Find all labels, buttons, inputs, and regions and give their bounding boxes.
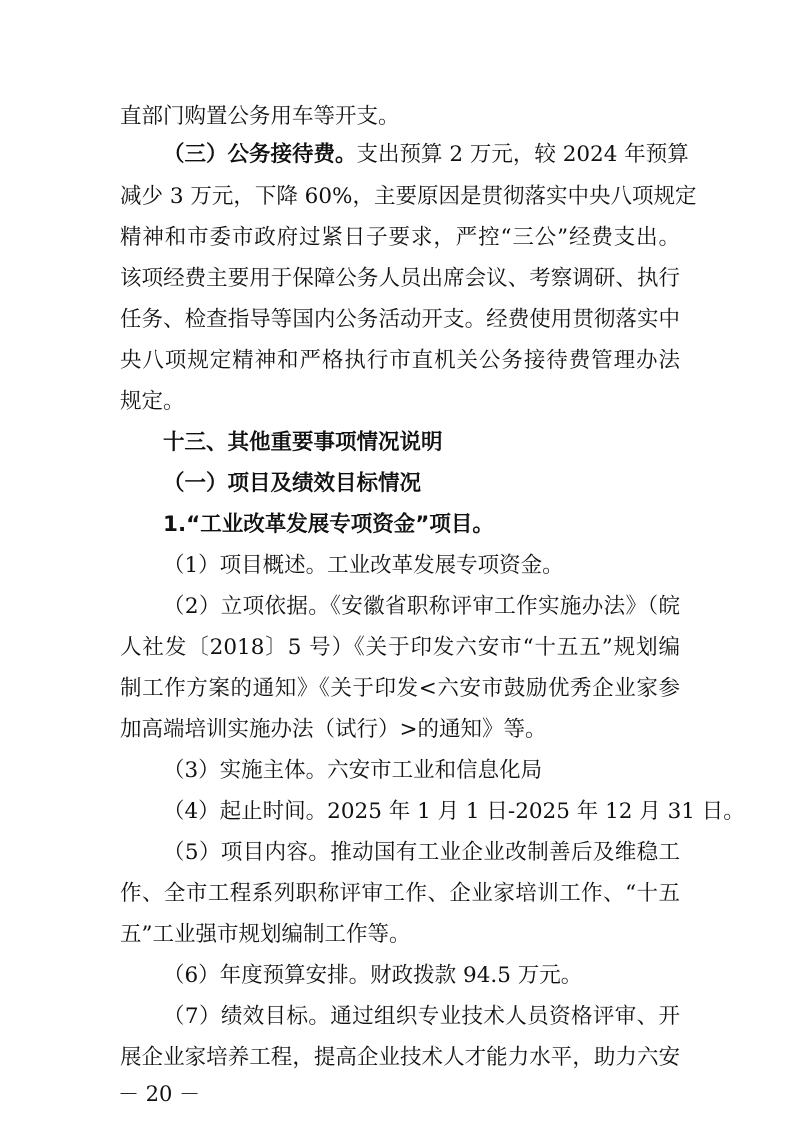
project-title: 1.“工业改革发展专项资金”项目。 (163, 512, 494, 537)
paragraph-line: 展企业家培养工程，提高企业技术人才能力水平，助力六安 (120, 1045, 680, 1070)
paragraph-line: 精神和市委市政府过紧日子要求，严控“三公”经费支出。 (120, 225, 680, 250)
section-heading: 十三、其他重要事项情况说明 (163, 430, 443, 455)
paragraph-line: 减少 3 万元，下降 60%，主要原因是贯彻落实中央八项规定 (120, 184, 697, 209)
paragraph-line: （2）立项依据。《安徽省职称评审工作实施办法》（皖 (163, 594, 680, 619)
paragraph-line: （4）起止时间。2025 年 1 月 1 日-2025 年 12 月 31 日。 (163, 799, 745, 824)
paragraph-line: 加高端培训实施办法（试行）>的通知》等。 (120, 717, 547, 742)
paragraph-line: （6）年度预算安排。财政拨款 94.5 万元。 (163, 963, 583, 988)
subsection-heading: （一）项目及绩效目标情况 (163, 471, 422, 496)
paragraph-line: 该项经费主要用于保障公务人员出席会议、考察调研、执行 (120, 266, 680, 291)
paragraph-line: （5）项目内容。推动国有工业企业改制善后及维稳工 (163, 840, 680, 865)
paragraph-line: 任务、检查指导等国内公务活动开支。经费使用贯彻落实中 (120, 307, 680, 332)
paragraph-line: 作、全市工程系列职称评审工作、企业家培训工作、“十五 (120, 881, 680, 906)
page-number: － 20 － (118, 1082, 201, 1106)
paragraph-line: （3）实施主体。六安市工业和信息化局 (163, 758, 543, 783)
paragraph-text: 支出预算 2 万元，较 2024 年预算 (356, 142, 689, 167)
paragraph-line: 直部门购置公务用车等开支。 (120, 104, 400, 129)
paragraph-line: 央八项规定精神和严格执行市直机关公务接待费管理办法 (120, 348, 680, 373)
paragraph-line: （7）绩效目标。通过组织专业技术人员资格评审、开 (163, 1004, 680, 1029)
paragraph-line: 人社发〔2018〕5 号）《关于印发六安市“十五五”规划编 (120, 635, 680, 660)
paragraph-line (163, 141, 689, 169)
paragraph-line: 五”工业强市规划编制工作等。 (120, 922, 411, 947)
section-heading-reception: （三）公务接待费。 (163, 142, 357, 167)
paragraph-line: （1）项目概述。工业改革发展专项资金。 (163, 553, 564, 578)
paragraph-line: 制工作方案的通知》《关于印发<六安市鼓励优秀企业家参 (120, 676, 680, 701)
paragraph-line: 规定。 (120, 389, 185, 414)
